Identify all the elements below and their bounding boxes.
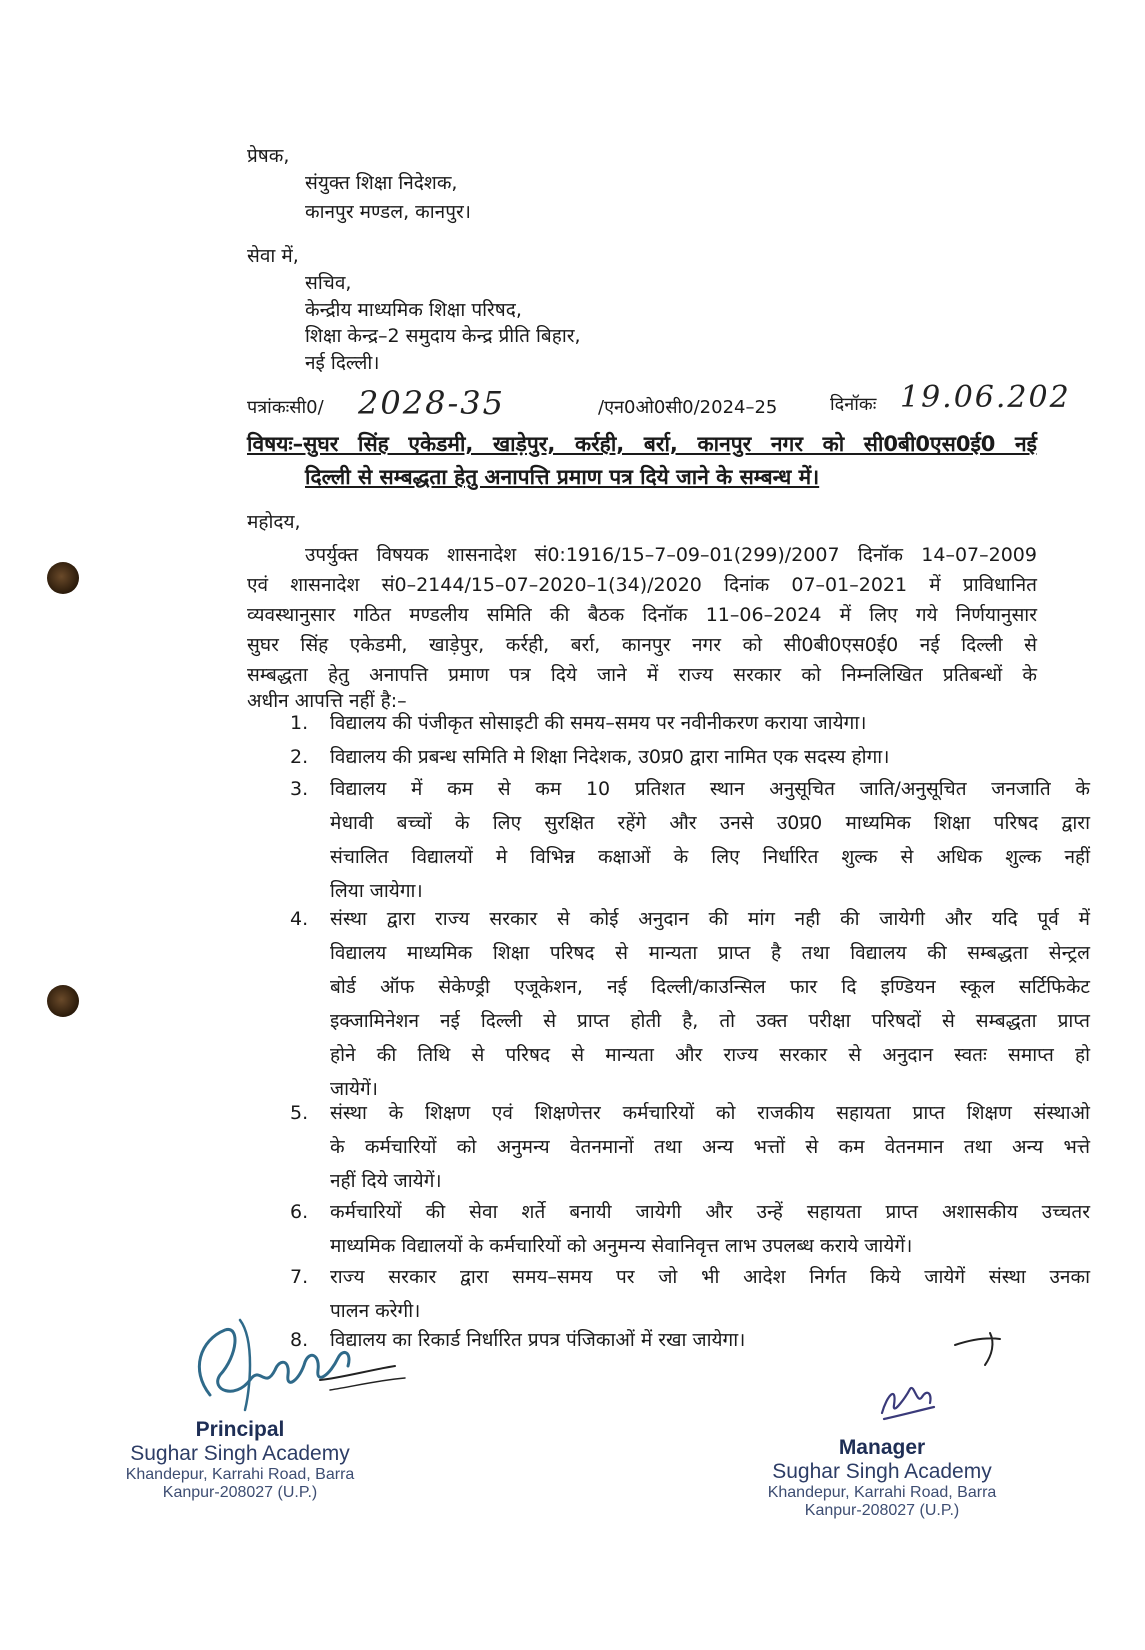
intro-line-6: अधीन आपत्ति नहीं है:–	[247, 690, 407, 712]
condition-line: मेधावी बच्चों के लिए सुरक्षित रहेंगे और उनसे उ0प्र0 माध्यमिक शिक्षा परिषद द्वारा	[330, 812, 1090, 834]
recipient-line-3: शिक्षा केन्द्र–2 समुदाय केन्द्र प्रीति बिहार,	[305, 325, 581, 347]
condition-line: के कर्मचारियों को अनुमन्य वेतनमानों तथा अन्य भत्तों से कम वेतनमान तथा अन्य भत्ते	[330, 1136, 1090, 1158]
officer-initials	[950, 1325, 1020, 1370]
reference-suffix: /एन0ओ0सी0/2024–25	[598, 397, 778, 418]
condition-number: 4.	[290, 908, 309, 930]
principal-role: Principal	[195, 1418, 285, 1441]
manager-signature	[872, 1375, 942, 1425]
principal-city: Kanpur-208027 (U.P.)	[162, 1484, 318, 1501]
manager-city: Kanpur-208027 (U.P.)	[804, 1502, 960, 1519]
recipient-line-2: केन्द्रीय माध्यमिक शिक्षा परिषद,	[305, 299, 522, 321]
condition-number: 3.	[290, 778, 309, 800]
reference-prefix: पत्रांकःसी0/	[247, 397, 324, 418]
sender-line-1: संयुक्त शिक्षा निदेशक,	[305, 172, 458, 194]
intro-line-2: एवं शासनादेश सं0–2144/15–07–2020–1(34)/2020 दिनांक 07–01–2021 में प्राविधानित	[247, 574, 1037, 596]
intro-line-4: सुघर सिंह एकेडमी, खाड़ेपुर, कर्रही, बर्रा, कानपुर नगर को सी0बी0एस0ई0 नई दिल्ली से	[247, 634, 1037, 656]
condition-line: राज्य सरकार द्वारा समय–समय पर जो भी आदेश निर्गत किये जायेगें संस्था उनका	[330, 1266, 1090, 1288]
condition-number: 2.	[290, 746, 309, 768]
condition-line: विद्यालय माध्यमिक शिक्षा परिषद से मान्यता प्राप्त है तथा विद्यालय की सम्बद्धता सेन्ट्रल	[330, 942, 1090, 964]
principal-signature	[180, 1300, 410, 1430]
condition-number: 7.	[290, 1266, 309, 1288]
manager-address: Khandepur, Karrahi Road, Barra	[767, 1484, 997, 1501]
condition-line: बोर्ड ऑफ सेकेण्ड्री एजूकेशन, नई दिल्ली/काउन्सिल फार दि इण्डियन स्कूल सर्टिफिकेट	[330, 976, 1090, 998]
condition-number: 1.	[290, 712, 309, 734]
subject-line-1: विषयः–सुघर सिंह एकेडमी, खाड़ेपुर, कर्रही, बर्रा, कानपुर नगर को सी0बी0एस0ई0 नई	[247, 432, 1037, 456]
recipient-label: सेवा में,	[247, 245, 299, 267]
condition-line: लिया जायेगा।	[330, 880, 423, 902]
intro-line-5: सम्बद्धता हेतु अनापत्ति प्रमाण पत्र दिये जाने में राज्य सरकार को निम्नलिखित प्रतिबन्धों के	[247, 664, 1037, 686]
condition-line: विद्यालय की प्रबन्ध समिति मे शिक्षा निदेशक, उ0प्र0 द्वारा नामित एक सदस्य होगा।	[330, 746, 890, 768]
condition-line: विद्यालय का रिकार्ड निर्धारित प्रपत्र पंजिकाओं में रखा जायेगा।	[330, 1329, 746, 1351]
condition-number: 6.	[290, 1201, 309, 1223]
sender-label: प्रेषक,	[247, 145, 290, 167]
condition-line: संस्था द्वारा राज्य सरकार से कोई अनुदान की मांग नही की जायेगी और यदि पूर्व में	[330, 908, 1090, 930]
condition-line: संचालित विद्यालयों मे विभिन्न कक्षाओं के लिए निर्धारित शुल्क से अधिक शुल्क नहीं	[330, 846, 1090, 868]
subject-line-2: दिल्ली से सम्बद्धता हेतु अनापत्ति प्रमाण पत्र दिये जाने के सम्बन्ध में।	[305, 465, 820, 489]
reference-number-handwritten: 2028-35	[358, 384, 505, 422]
salutation: महोदय,	[247, 511, 301, 533]
condition-number: 5.	[290, 1102, 309, 1124]
condition-line: कर्मचारियों की सेवा शर्ते बनायी जायेगी और उन्हें सहायता प्राप्त अशासकीय उच्चतर	[330, 1201, 1090, 1223]
condition-line: माध्यमिक विद्यालयों के कर्मचारियों को अनुमन्य सेवानिवृत्त लाभ उपलब्ध कराये जायेगें।	[330, 1235, 913, 1257]
principal-school-name: Sughar Singh Academy	[130, 1442, 350, 1465]
intro-line-1: उपर्युक्त विषयक शासनादेश सं0:1916/15–7–09–01(299)/2007 दिनॉक 14–07–2009	[305, 544, 1037, 566]
manager-school-name: Sughar Singh Academy	[772, 1460, 992, 1483]
principal-address: Khandepur, Karrahi Road, Barra	[125, 1466, 355, 1483]
condition-line: नहीं दिये जायेगें।	[330, 1170, 442, 1192]
recipient-line-4: नई दिल्ली।	[305, 352, 380, 374]
manager-role: Manager	[838, 1436, 926, 1459]
punch-hole-bottom	[47, 985, 79, 1017]
condition-line: इक्जामिनेशन नई दिल्ली से प्राप्त होती है, तो उक्त परीक्षा परिषदों से सम्बद्धता प्राप्त	[330, 1010, 1090, 1032]
condition-line: विद्यालय में कम से कम 10 प्रतिशत स्थान अनुसूचित जाति/अनुसूचित जनजाति के	[330, 778, 1090, 800]
intro-line-3: व्यवस्थानुसार गठित मण्डलीय समिति की बैठक दिनॉक 11–06–2024 में लिए गये निर्णयानुसार	[247, 604, 1037, 626]
punch-hole-top	[47, 562, 79, 594]
condition-line: होने की तिथि से परिषद से मान्यता और राज्य सरकार से अनुदान स्वतः समाप्त हो	[330, 1044, 1090, 1066]
principal-stamp	[110, 1418, 370, 1502]
condition-number: 8.	[290, 1329, 309, 1351]
date-handwritten: 19.06.202	[900, 380, 1071, 415]
condition-line: जायेगें।	[330, 1078, 378, 1100]
sender-line-2: कानपुर मण्डल, कानपुर।	[305, 201, 471, 223]
condition-line: पालन करेगी।	[330, 1300, 421, 1322]
intro-paragraph	[247, 540, 1037, 712]
recipient-line-1: सचिव,	[305, 272, 352, 294]
condition-line: विद्यालय की पंजीकृत सोसाइटी की समय–समय पर नवीनीकरण कराया जायेगा।	[330, 712, 867, 734]
date-label: दिनॉकः	[830, 394, 877, 415]
manager-stamp	[752, 1436, 1012, 1520]
condition-line: संस्था के शिक्षण एवं शिक्षणेत्तर कर्मचारियों को राजकीय सहायता प्राप्त शिक्षण संस्थाओ	[330, 1102, 1090, 1124]
